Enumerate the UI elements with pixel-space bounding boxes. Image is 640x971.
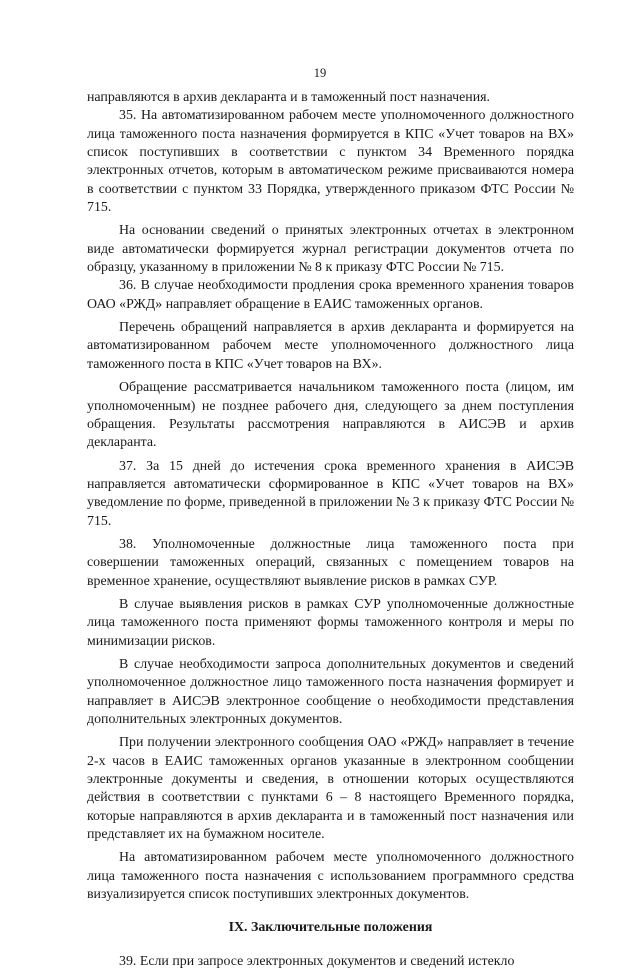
paragraph-39: 39. Если при запросе электронных документов и сведений истекло: [119, 953, 515, 969]
paragraph-continuation: направляются в архив декларанта и в таможенный пост назначения.: [87, 90, 491, 105]
paragraph-38: 38. Уполномоченные должностные лица таможенного поста при совершении таможенных операций, связанных с помещением товаров на временное хранение, осуществляют выявление рисков в рамках СУР.: [87, 536, 574, 589]
paragraph-visualization: На автоматизированном рабочем месте уполномоченного должностного лица таможенного поста назначения с использованием программного средства визуализируется список поступивших электронных документов.: [87, 850, 574, 903]
page-number: 19: [313, 66, 327, 80]
paragraph-appeal-list: Перечень обращений направляется в архив декларанта и формируется на автоматизированном рабочем месте уполномоченного должностного лица таможенного поста в КПС «Учет товаров на ВХ».: [87, 320, 574, 372]
paragraph-electronic-message: При получении электронного сообщения ОАО «РЖД» направляет в течение 2-х часов в ЕАИС таможенных органов указанные в электронном сообщении электронные документы и сведения, в отношении которых осуществляются действия в соответствии с пунктами 6 – 8 настоящего Временного порядка, которые направляются в архив декларанта и в таможенный пост назначения или представляет их на бумажном носителе.: [87, 735, 574, 843]
paragraph-35: 35. На автоматизированном рабочем месте уполномоченного должностного лица таможенного поста назначения формируется в КПС «Учет товаров на ВХ» список поступивших в соответствии с пунктом 34 Временного порядка электронных отчетов, которым в автоматическом режиме присваиваются номера в соответствии с пунктом 33 Порядка, утвержденного приказом ФТС России № 715.: [87, 108, 574, 216]
paragraph-journal: На основании сведений о принятых электронных отчетах в электронном виде автоматически формируется журнал регистрации документов отчета по образцу, указанному в приложении № 8 к приказу ФТС России № 715.: [87, 223, 574, 276]
paragraph-risks: В случае выявления рисков в рамках СУР уполномоченные должностные лица таможенного поста применяют формы таможенного контроля и меры по минимизации рисков.: [87, 596, 574, 649]
paragraph-additional-request: В случае необходимости запроса дополнительных документов и сведений уполномоченное должностное лицо таможенного поста назначения формирует и направляет в АИСЭВ электронное сообщение о необходимости представления дополнительных электронных документов.: [87, 656, 574, 727]
paragraph-37: 37. За 15 дней до истечения срока временного хранения в АИСЭВ направляется автоматически сформированное в КПС «Учет товаров на ВХ» уведомление по форме, приведенной в приложении № 3 к приказу ФТС России № 715.: [87, 458, 574, 529]
paragraph-36: 36. В случае необходимости продления срока временного хранения товаров ОАО «РЖД» направляет обращение в ЕАИС таможенных органов.: [87, 278, 574, 312]
document-body: [87, 89, 574, 971]
section-heading: IX. Заключительные положения: [228, 920, 433, 936]
paragraph-appeal-review: Обращение рассматривается начальником таможенного поста (лицом, им уполномоченным) не позднее рабочего дня, следующего за днем поступления обращения. Результаты рассмотрения направляются в АИСЭВ и архив декларанта.: [87, 380, 574, 451]
